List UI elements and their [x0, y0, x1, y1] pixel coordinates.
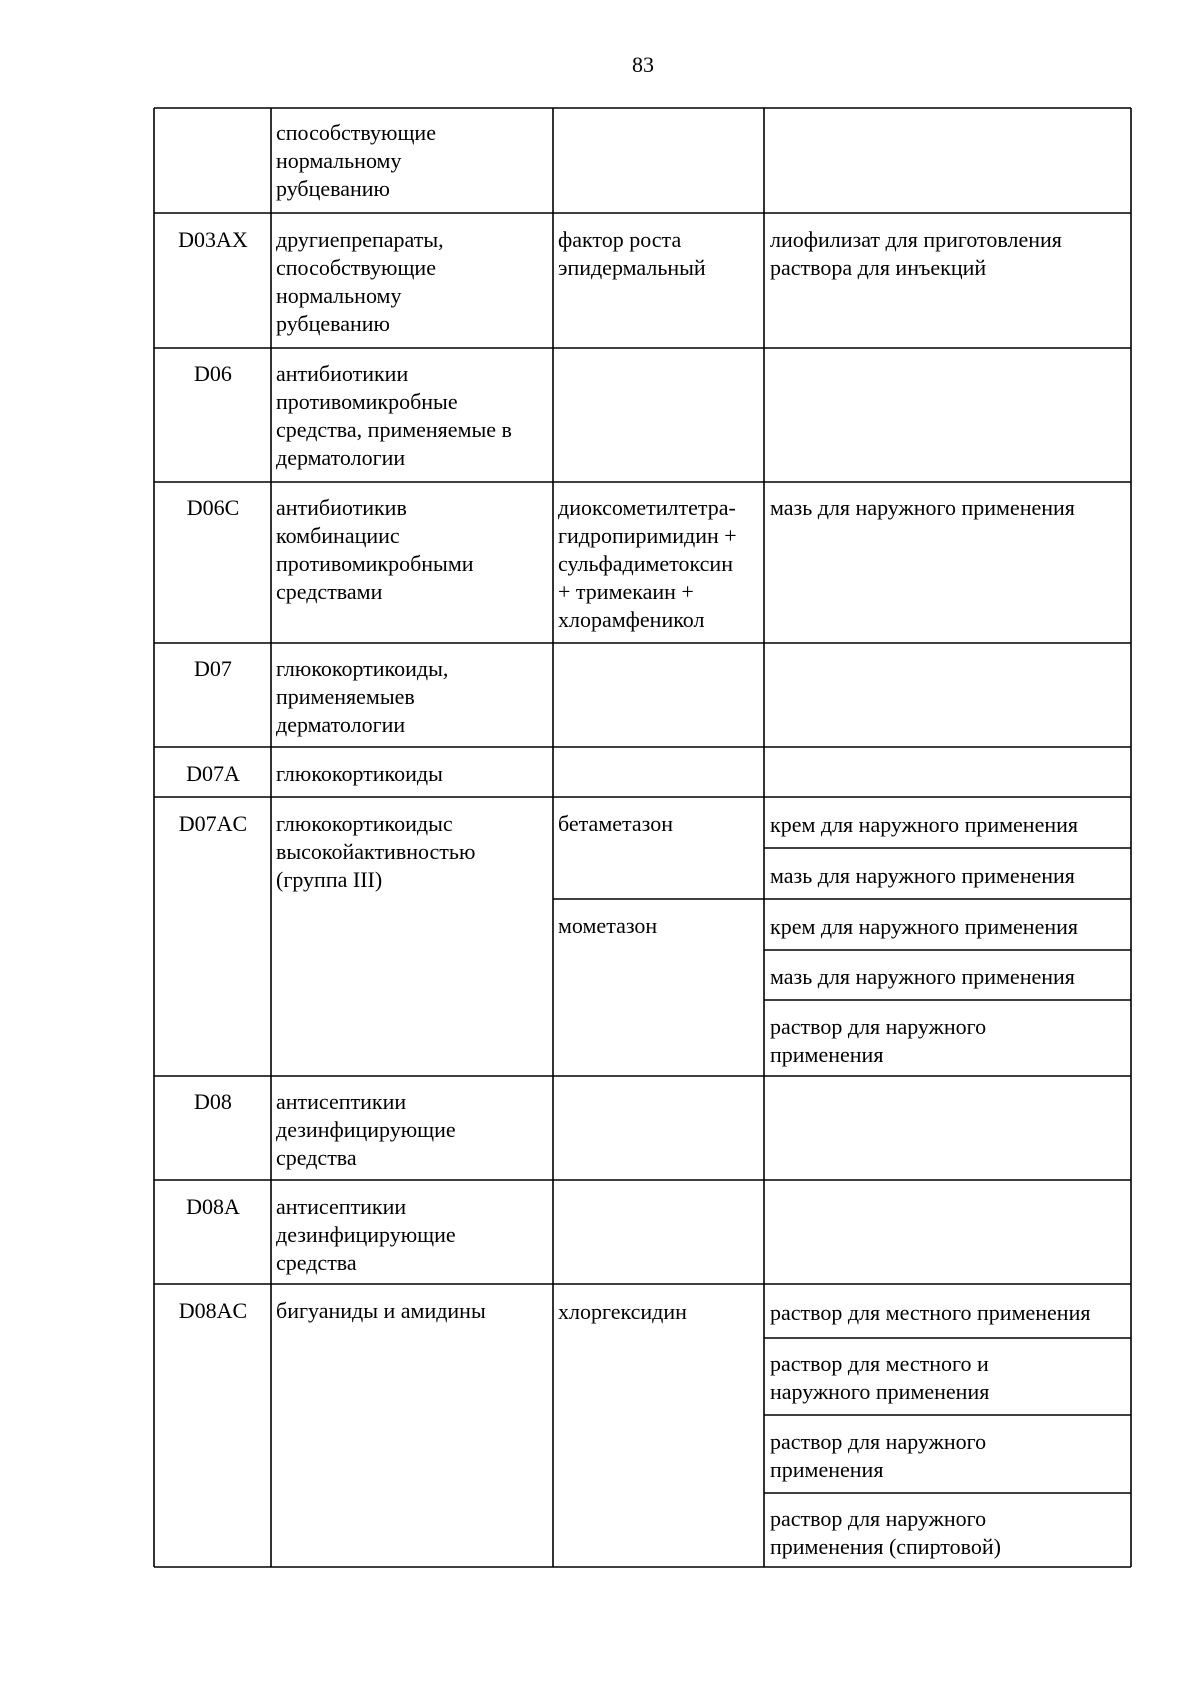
name-cell-line: средствами — [276, 579, 383, 604]
name-cell-line: средства, применяемые в — [276, 417, 512, 442]
name-cell-line: комбинациис — [276, 523, 400, 548]
name-cell-line: (группа III) — [276, 867, 383, 892]
form-line: раствор для наружного — [770, 1506, 987, 1531]
dosage-form-cell — [770, 811, 1128, 839]
substance-line: сульфадиметоксин — [558, 551, 733, 576]
substance-line: хлоргексидин — [558, 1299, 687, 1324]
name-cell-line: противомикробными — [276, 551, 474, 576]
name-cell-line: дезинфицирующие — [276, 1222, 456, 1247]
dosage-form-cell — [770, 1013, 1128, 1069]
form-line: мазь для наружного применения — [770, 863, 1075, 888]
substance-line: фактор роста — [558, 227, 682, 252]
atc-code-cell: D06C — [186, 495, 240, 520]
name-cell-line: дерматологии — [276, 712, 406, 737]
atc-code-cell: D08AC — [178, 1298, 248, 1323]
form-line: применения (спиртовой) — [770, 1534, 1001, 1559]
name-cell-line: нормальному — [276, 148, 402, 173]
dosage-form-cell — [770, 1505, 1128, 1561]
group-name-cell — [276, 494, 546, 606]
group-name-cell — [276, 810, 546, 894]
name-cell-line: дерматологии — [276, 445, 406, 470]
name-cell-line: антисептикии — [276, 1089, 407, 1114]
dosage-form-cell — [770, 963, 1128, 991]
name-cell-line: рубцеванию — [276, 176, 390, 201]
name-cell-line: антибиотикии — [276, 361, 409, 386]
name-cell-line: противомикробные — [276, 389, 458, 414]
name-cell-line: применяемыев — [276, 684, 415, 709]
dosage-form-cell — [770, 226, 1128, 282]
dosage-form-cell — [770, 1350, 1128, 1406]
form-line: применения — [770, 1457, 884, 1482]
name-cell-line: другиепрепараты, — [276, 227, 444, 252]
atc-code-cell: D08 — [194, 1089, 232, 1114]
form-line: крем для наружного применения — [770, 812, 1079, 837]
form-line: лиофилизат для приготовления — [770, 227, 1062, 252]
atc-code-cell: D07 — [194, 656, 232, 681]
form-line: раствор для местного применения — [770, 1300, 1091, 1325]
name-cell-line: рубцеванию — [276, 311, 390, 336]
form-line: применения — [770, 1042, 884, 1067]
substance-cell — [558, 912, 761, 940]
form-line: наружного применения — [770, 1379, 990, 1404]
form-line: раствор для наружного — [770, 1014, 987, 1039]
dosage-form-cell — [770, 862, 1128, 890]
form-line: раствора для инъекций — [770, 255, 987, 280]
table-row — [276, 119, 546, 203]
name-cell-line: глюкокортикоиды, — [276, 656, 449, 681]
group-name-cell — [276, 655, 546, 739]
page-number: 83 — [632, 52, 654, 77]
atc-code-cell: D03AX — [178, 227, 248, 252]
atc-code-cell: D07AC — [178, 811, 248, 836]
form-line: крем для наружного применения — [770, 914, 1079, 939]
name-cell-line: средства — [276, 1250, 357, 1275]
substance-line: эпидермальный — [558, 255, 706, 280]
form-line: раствор для местного и — [770, 1351, 989, 1376]
form-line: раствор для наружного — [770, 1429, 987, 1454]
form-line: мазь для наружного применения — [770, 495, 1075, 520]
substance-line: + тримекаин + — [558, 579, 694, 604]
name-cell-line: средства — [276, 1145, 357, 1170]
group-name-cell — [276, 1193, 546, 1277]
dosage-form-cell — [770, 494, 1128, 522]
name-cell-line: высокойактивностью — [276, 839, 476, 864]
name-cell-line: антибиотикив — [276, 495, 407, 520]
name-cell-line: способствующие — [276, 255, 436, 280]
substance-line: диоксометилтетра- — [558, 495, 736, 520]
substance-cell — [558, 810, 761, 838]
name-cell-line: дезинфицирующие — [276, 1117, 456, 1142]
dosage-form-cell — [770, 913, 1128, 941]
name-cell-line: глюкокортикоидыс — [276, 811, 453, 836]
substance-line: гидропиримидин + — [558, 523, 737, 548]
substance-cell — [558, 494, 761, 634]
name-cell-line: нормальному — [276, 283, 402, 308]
substance-line: хлорамфеникол — [558, 607, 705, 632]
form-line: мазь для наружного применения — [770, 964, 1075, 989]
atc-code-cell: D07A — [186, 761, 240, 786]
group-name-cell — [276, 760, 546, 788]
name-cell-line: бигуаниды и амидины — [276, 1298, 486, 1323]
atc-code-cell: D08A — [186, 1194, 240, 1219]
substance-line: бетаметазон — [558, 811, 673, 836]
dosage-form-cell — [770, 1428, 1128, 1484]
substance-cell — [558, 226, 761, 282]
name-cell-line: глюкокортикоиды — [276, 761, 443, 786]
name-cell-line: способствующие — [276, 120, 436, 145]
atc-code-cell: D06 — [194, 361, 232, 386]
dosage-form-cell — [770, 1299, 1128, 1327]
substance-line: мометазон — [558, 913, 658, 938]
name-cell-line: антисептикии — [276, 1194, 407, 1219]
group-name-cell — [276, 360, 546, 472]
group-name-cell — [276, 1088, 546, 1172]
group-name-cell — [276, 1297, 546, 1325]
substance-cell — [558, 1298, 761, 1326]
group-name-cell — [276, 226, 546, 338]
